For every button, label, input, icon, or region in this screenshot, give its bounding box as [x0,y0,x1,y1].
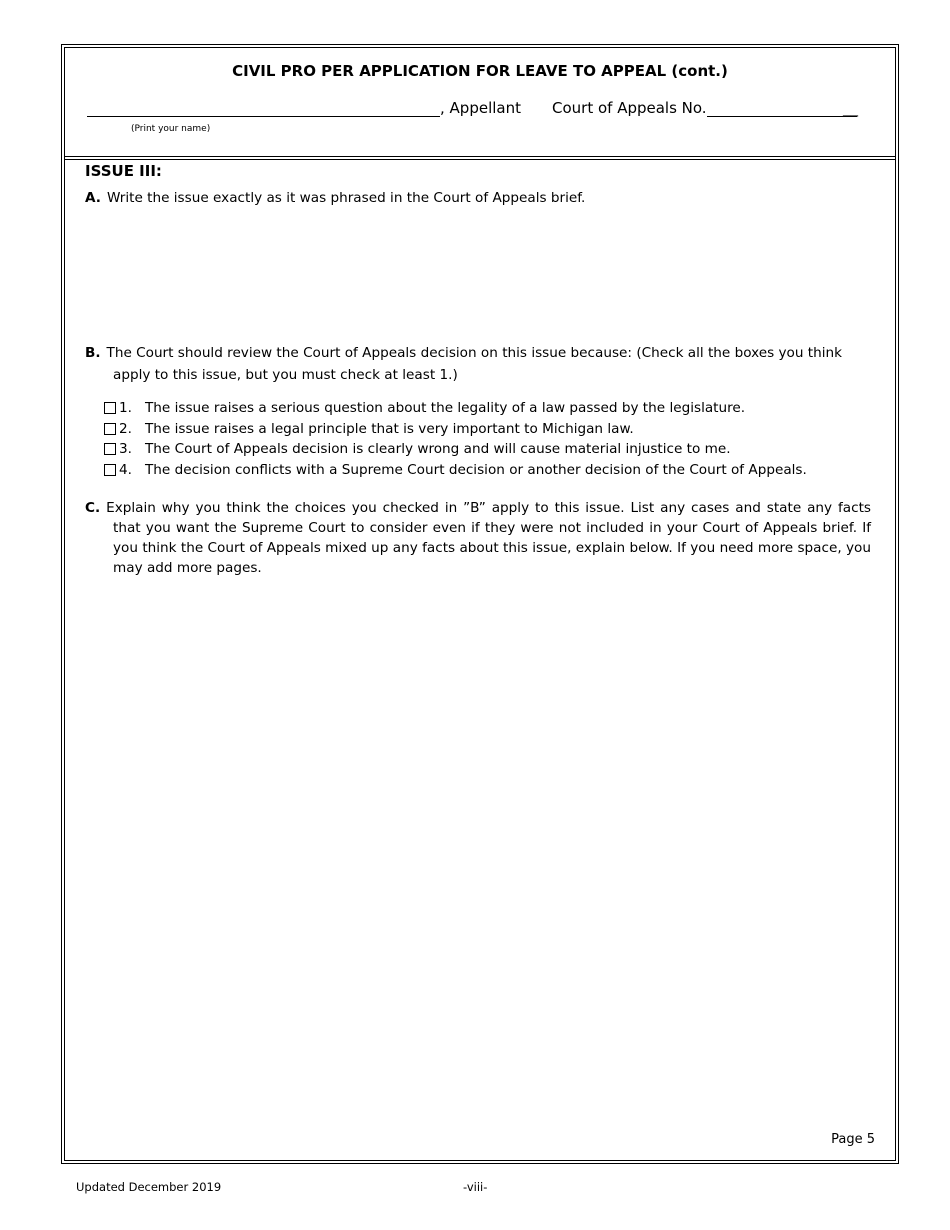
appellant-name-field[interactable] [87,116,440,117]
section-c [85,498,871,578]
appellant-label: , Appellant [440,99,521,117]
section-b-lead: B. [85,345,101,361]
form-frame [61,44,899,1164]
checkbox-2[interactable] [104,423,116,435]
check-option [102,460,862,481]
checkbox-4[interactable] [104,464,116,476]
header-divider [65,156,895,160]
checkbox-1[interactable] [104,402,116,414]
check-option-number: 4. [119,461,132,478]
check-option-number: 3. [119,441,132,457]
coa-number-field[interactable] [707,116,857,117]
issue-heading: ISSUE III: [85,162,162,180]
roman-page-number: -viii- [463,1180,488,1194]
check-option [102,439,862,460]
form-header [65,48,895,156]
check-option-text: The issue raises a legal principle that is very important to Michigan law. [145,420,634,437]
reason-checklist [102,398,862,480]
section-a [85,188,871,208]
check-option-text: The Court of Appeals decision is clearly wrong and will cause material injustice to me. [145,441,731,457]
check-option [102,419,862,440]
checkbox-3[interactable] [104,443,116,455]
check-option [102,398,862,419]
check-option-number: 2. [119,420,132,437]
updated-date: Updated December 2019 [76,1180,222,1194]
page-number: Page 5 [831,1132,875,1147]
section-b-text: The Court should review the Court of Appeals decision on this issue because: (Check all the boxes you think apply to this issue, but you must check at least 1.) [106,345,843,383]
check-option-text: The issue raises a serious question about the legality of a law passed by the legislature. [145,400,746,416]
coa-number-label: Court of Appeals No. [552,99,707,117]
section-b [85,342,871,386]
section-a-lead: A. [85,190,101,206]
print-name-hint: (Print your name) [131,124,211,134]
coa-number-suffix: __ [843,99,858,117]
section-a-text: Write the issue exactly as it was phrased in the Court of Appeals brief. [106,190,586,206]
check-option-number: 1. [119,400,132,416]
check-option-text: The decision conflicts with a Supreme Court decision or another decision of the Court of Appeals. [145,461,807,478]
form-title: CIVIL PRO PER APPLICATION FOR LEAVE TO APPEAL (cont.) [232,62,728,80]
section-c-lead: C. [85,500,101,516]
section-c-text: Explain why you think the choices you checked in ”B” apply to this issue. List any cases and state any facts that you want the Supreme Court to consider even if they were not included in your Court of Appeals brief. If you think the Court of Appeals mixed up any facts about this issue, explain below. If you need more space, you may add more pages. [106,500,871,576]
